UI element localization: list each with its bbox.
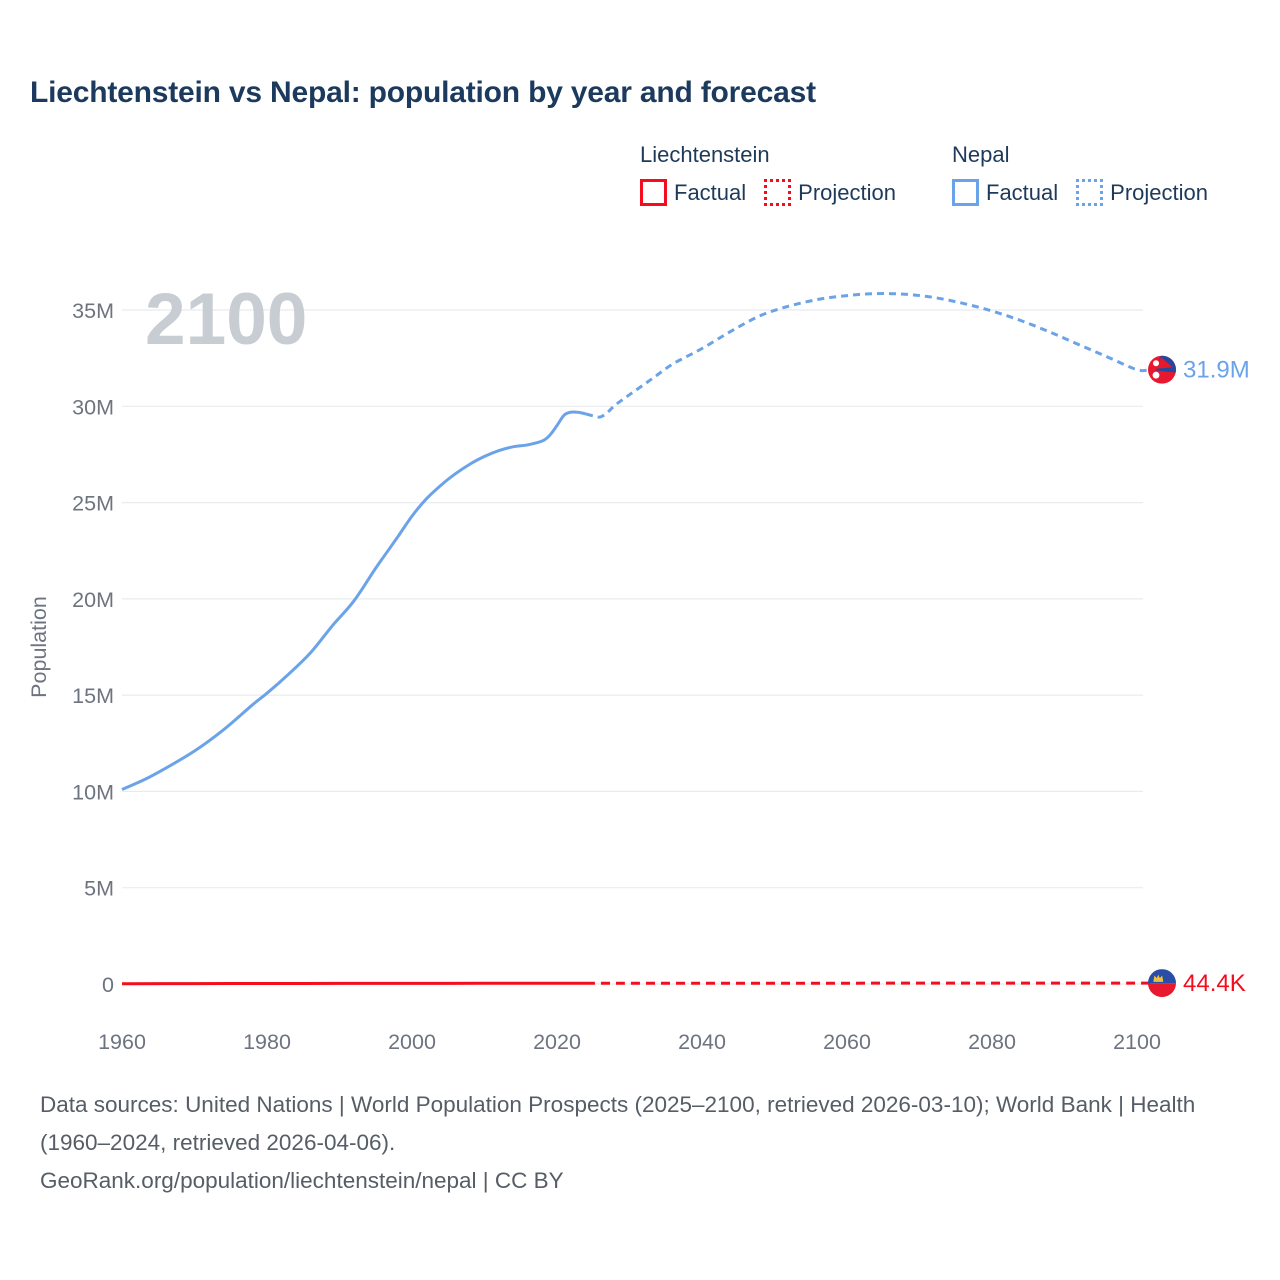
x-tick-label-2000: 2000 — [388, 1030, 436, 1054]
y-tick-label-10M: 10M — [72, 780, 114, 805]
y-tick-label-30M: 30M — [72, 395, 114, 420]
y-tick-label-15M: 15M — [72, 684, 114, 709]
footer — [40, 1086, 1235, 1200]
chart-title: Liechtenstein vs Nepal: population by year and forecast — [30, 76, 816, 109]
x-tick-label-2020: 2020 — [533, 1030, 581, 1054]
legend-label-nepal-factual: Factual — [986, 179, 1059, 205]
x-tick-label-2060: 2060 — [823, 1030, 871, 1054]
x-tick-label-2040: 2040 — [678, 1030, 726, 1054]
footer-attribution: GeoRank.org/population/liechtenstein/nepal | CC BY — [40, 1168, 564, 1193]
nepal-factual-line — [122, 412, 586, 790]
nepal-projection-line — [586, 294, 1150, 418]
x-tick-label-2100: 2100 — [1113, 1030, 1161, 1054]
liechtenstein-factual-line — [122, 983, 586, 984]
nepal-end-value-label: 31.9M — [1183, 356, 1250, 384]
legend-group-title-liechtenstein: Liechtenstein — [640, 142, 770, 167]
y-axis-label: Population — [27, 596, 51, 698]
legend-label-nepal-projection: Projection — [1110, 179, 1208, 205]
x-tick-label-1960: 1960 — [98, 1030, 146, 1054]
footer-sources: Data sources: United Nations | World Population Prospects (2025–2100, retrieved 2026-03-10); World Bank | Health (1960–2024, retrieved 2026-04-06). — [40, 1092, 1196, 1155]
y-tick-label-25M: 25M — [72, 491, 114, 516]
nepal-flag-icon — [1148, 355, 1177, 384]
legend-group-title-nepal: Nepal — [952, 142, 1010, 167]
legend-label-liechtenstein-projection: Projection — [798, 179, 896, 205]
y-tick-label-5M: 5M — [84, 876, 114, 901]
legend-label-liechtenstein-factual: Factual — [674, 179, 747, 205]
y-tick-label-0: 0 — [102, 973, 114, 997]
y-tick-label-20M: 20M — [72, 587, 114, 612]
y-tick-label-35M: 35M — [72, 299, 114, 323]
watermark-year: 2100 — [145, 279, 308, 360]
liechtenstein-end-value-label: 44.4K — [1183, 970, 1246, 998]
liechtenstein-flag-icon — [1148, 969, 1176, 997]
x-tick-label-1980: 1980 — [243, 1030, 291, 1054]
x-tick-label-2080: 2080 — [968, 1030, 1016, 1054]
